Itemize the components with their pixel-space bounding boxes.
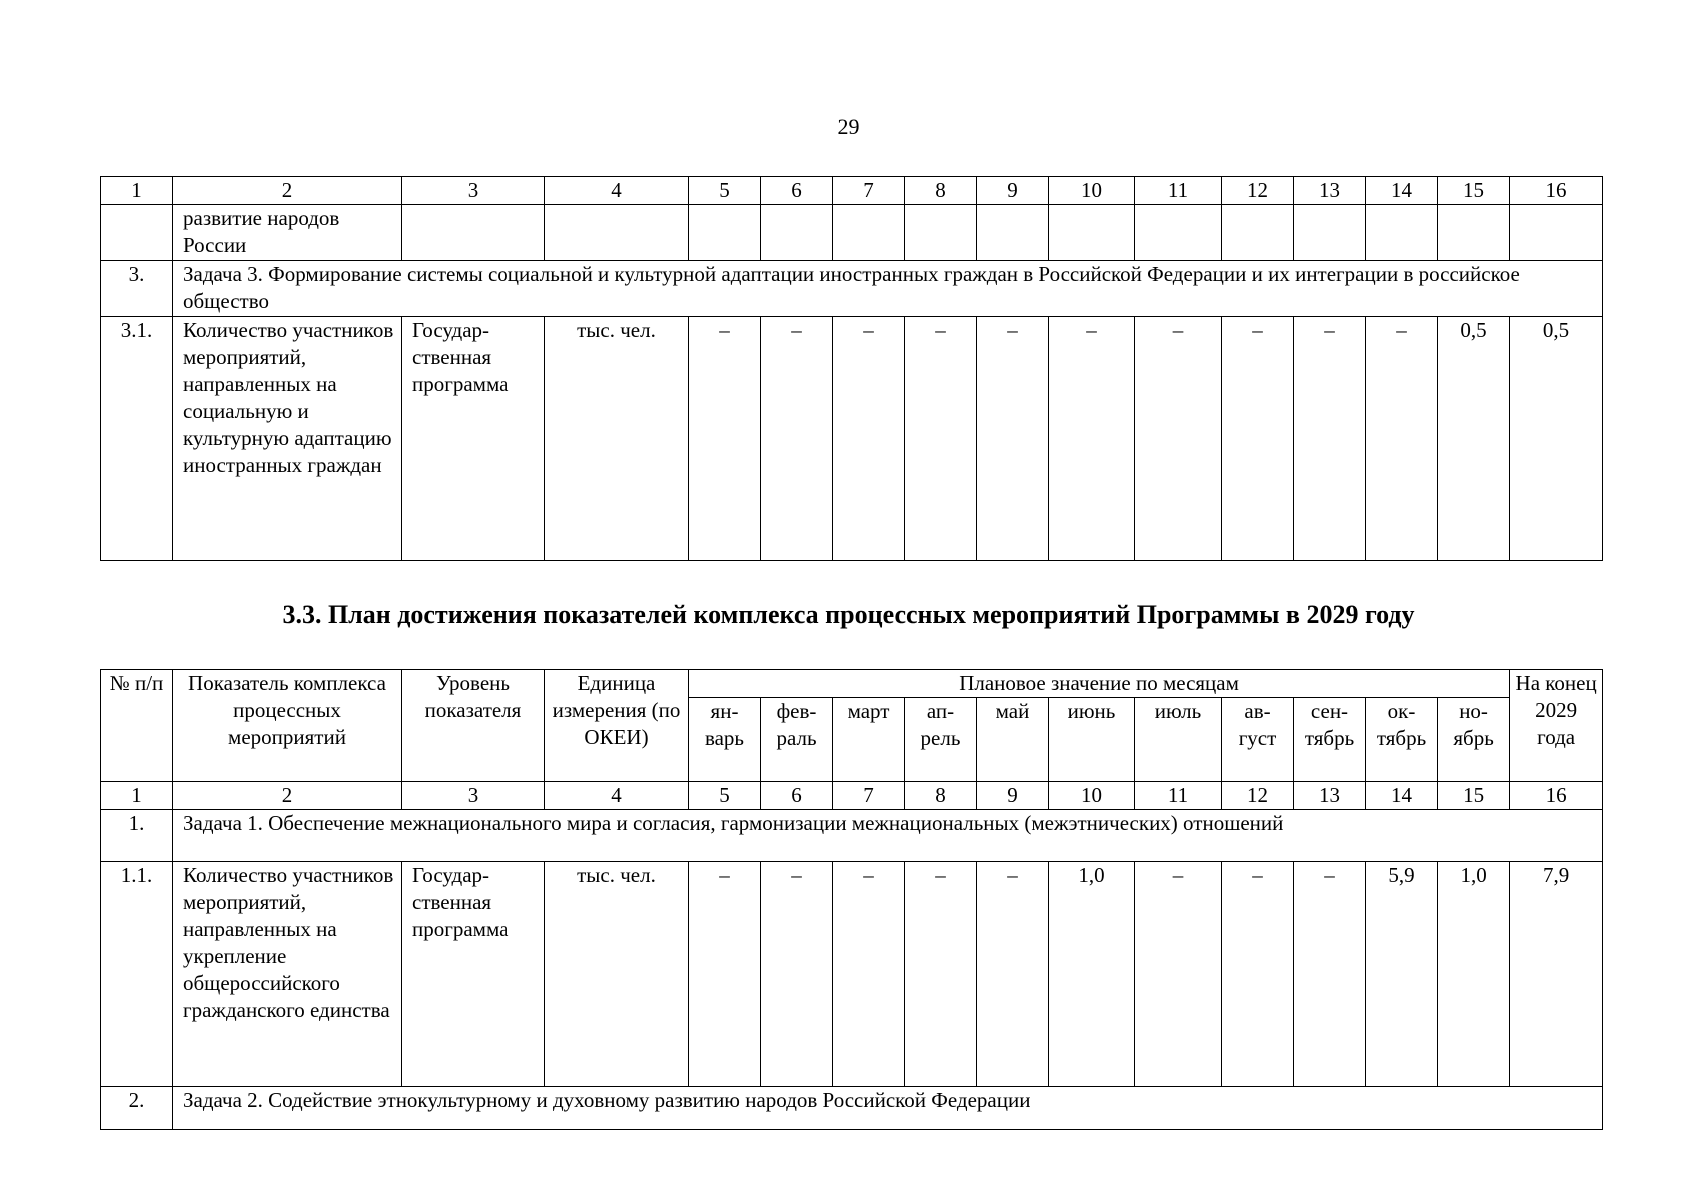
task-text: Задача 1. Обеспечение межнационального мира и согласия, гармонизации межнациональных (межэтнических) отношений (173, 810, 1603, 862)
month-value: – (905, 317, 977, 561)
month-header: ян-варь (689, 698, 761, 782)
task-number: 2. (101, 1087, 173, 1130)
month-value: – (1135, 317, 1222, 561)
task-number: 3. (101, 261, 173, 317)
month-value: – (689, 317, 761, 561)
indicator-level: Государ-ственная программа (402, 862, 545, 1087)
month-value: – (689, 862, 761, 1087)
month-header: ав-густ (1222, 698, 1294, 782)
unit: тыс. чел. (545, 317, 689, 561)
col-number: 7 (833, 177, 905, 205)
col-number: 11 (1135, 782, 1222, 810)
col-number: 14 (1366, 782, 1438, 810)
row-number: 1.1. (101, 862, 173, 1087)
month-value: – (1222, 862, 1294, 1087)
header-num: № п/п (101, 670, 173, 782)
indicator-name: Количество участников мероприятий, направленных на укрепление общероссийского гражданского единства (173, 862, 402, 1087)
month-value: 0,5 (1438, 317, 1510, 561)
col-number: 5 (689, 177, 761, 205)
header-level: Уровень показателя (402, 670, 545, 782)
month-value: – (833, 317, 905, 561)
plan-table-2029 (100, 669, 1603, 1130)
col-number: 3 (402, 177, 545, 205)
month-header: ап-рель (905, 698, 977, 782)
col-number: 6 (761, 177, 833, 205)
page-number: 29 (837, 114, 860, 139)
col-number: 13 (1294, 782, 1366, 810)
col-number: 7 (833, 782, 905, 810)
col-number: 8 (905, 177, 977, 205)
month-value: – (977, 317, 1049, 561)
month-header: май (977, 698, 1049, 782)
month-value: – (1366, 317, 1438, 561)
month-value: 1,0 (1438, 862, 1510, 1087)
col-number: 10 (1049, 782, 1135, 810)
column-number-row (101, 177, 1603, 205)
column-number-row (101, 782, 1603, 810)
end-value: 0,5 (1510, 317, 1603, 561)
col-number: 16 (1510, 782, 1603, 810)
month-header: ок-тябрь (1366, 698, 1438, 782)
month-value: – (1135, 862, 1222, 1087)
col-number: 6 (761, 782, 833, 810)
col-number: 12 (1222, 782, 1294, 810)
col-number: 5 (689, 782, 761, 810)
indicators-table-continuation (100, 176, 1603, 561)
col-number: 2 (173, 177, 402, 205)
end-value: 7,9 (1510, 862, 1603, 1087)
col-number: 11 (1135, 177, 1222, 205)
col-number: 8 (905, 782, 977, 810)
col-number: 12 (1222, 177, 1294, 205)
col-number: 14 (1366, 177, 1438, 205)
header-end: На конец 2029 года (1510, 670, 1603, 782)
month-value: – (1294, 317, 1366, 561)
month-header: фев-раль (761, 698, 833, 782)
task-row (101, 1087, 1603, 1130)
task-text: Задача 2. Содействие этнокультурному и духовному развитию народов Российской Федерации (173, 1087, 1603, 1130)
task-row (101, 261, 1603, 317)
table-row (101, 317, 1603, 561)
month-value: – (761, 317, 833, 561)
indicator-name: Количество участников мероприятий, направленных на социальную и культурную адаптацию иностранных граждан (173, 317, 402, 561)
month-value: 5,9 (1366, 862, 1438, 1087)
col-number: 1 (101, 782, 173, 810)
month-header: июль (1135, 698, 1222, 782)
month-value: – (833, 862, 905, 1087)
unit: тыс. чел. (545, 862, 689, 1087)
col-number: 1 (101, 177, 173, 205)
table-row (101, 205, 1603, 261)
col-number: 15 (1438, 177, 1510, 205)
month-value: – (905, 862, 977, 1087)
month-header: июнь (1049, 698, 1135, 782)
row-number: 3.1. (101, 317, 173, 561)
month-value: 1,0 (1049, 862, 1135, 1087)
col-number: 2 (173, 782, 402, 810)
col-number: 13 (1294, 177, 1366, 205)
month-value: – (1294, 862, 1366, 1087)
indicator-name: развитие народов России (173, 205, 402, 261)
month-value: – (977, 862, 1049, 1087)
col-number: 4 (545, 177, 689, 205)
header-plan: Плановое значение по месяцам (689, 670, 1510, 698)
section-title: 3.3. План достижения показателей комплекса процессных мероприятий Программы в 2029 году (282, 600, 1415, 629)
col-number: 4 (545, 782, 689, 810)
task-row (101, 810, 1603, 862)
col-number: 15 (1438, 782, 1510, 810)
month-value: – (1049, 317, 1135, 561)
month-header: но-ябрь (1438, 698, 1510, 782)
table-row (101, 862, 1603, 1087)
header-indicator: Показатель комплекса процессных мероприятий (173, 670, 402, 782)
month-value: – (761, 862, 833, 1087)
col-number: 9 (977, 177, 1049, 205)
header-row (101, 670, 1603, 698)
col-number: 10 (1049, 177, 1135, 205)
month-header: сен-тябрь (1294, 698, 1366, 782)
col-number: 16 (1510, 177, 1603, 205)
month-value: – (1222, 317, 1294, 561)
task-number: 1. (101, 810, 173, 862)
indicator-level: Государ-ственная программа (402, 317, 545, 561)
month-header: март (833, 698, 905, 782)
header-unit: Единица измерения (по ОКЕИ) (545, 670, 689, 782)
col-number: 3 (402, 782, 545, 810)
col-number: 9 (977, 782, 1049, 810)
task-text: Задача 3. Формирование системы социальной и культурной адаптации иностранных граждан в Российской Федерации и их интеграции в российское общество (173, 261, 1603, 317)
